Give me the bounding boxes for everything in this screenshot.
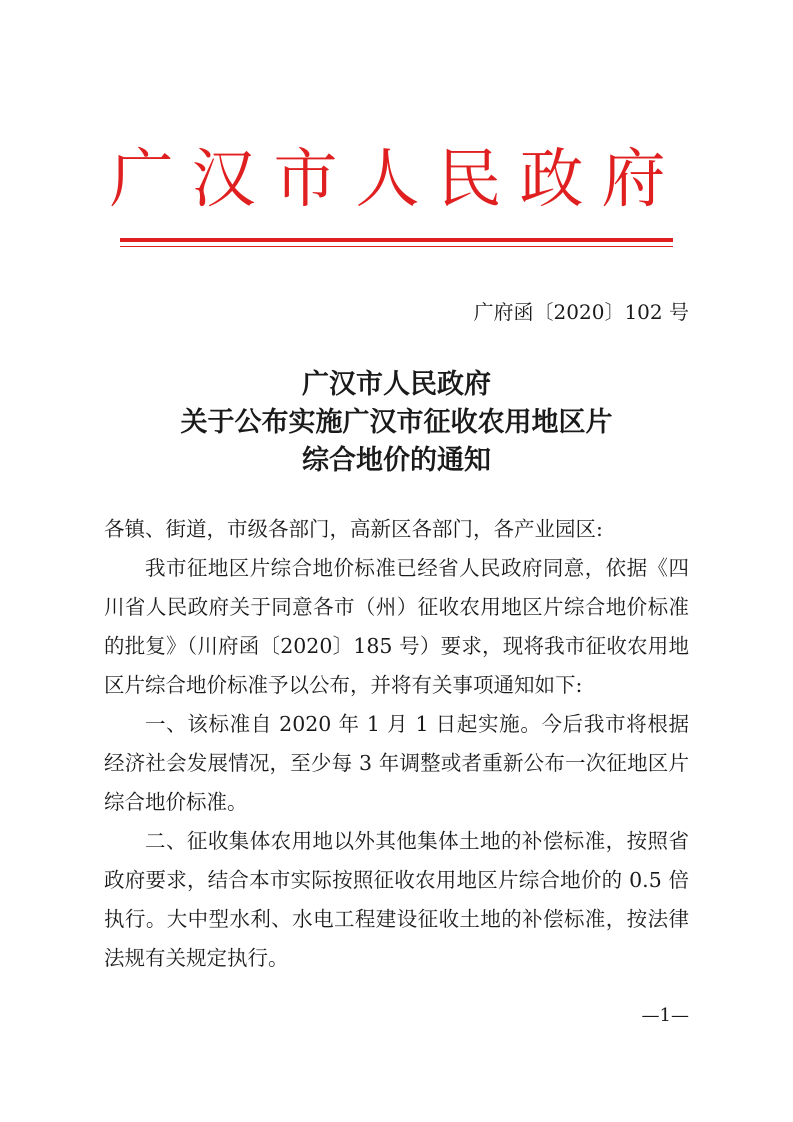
masthead-title: 广汉市人民政府	[109, 143, 684, 217]
salutation: 各镇、街道，市级各部门，高新区各部门，各产业园区:	[104, 517, 603, 541]
document-title	[0, 366, 793, 480]
document-number: 广府函〔2020〕102 号	[473, 300, 689, 324]
title-line: 关于公布实施广汉市征收农用地区片	[180, 407, 613, 438]
document-body	[104, 510, 689, 978]
title-line: 广汉市人民政府	[302, 369, 491, 400]
body-paragraph: 二、征收集体农用地以外其他集体土地的补偿标准，按照省政府要求，结合本市实际按照征收农用地区片综合地价的 0.5 倍执行。大中型水利、水电工程建设征收土地的补偿标准，按法律法规有关规定执行。	[104, 829, 689, 970]
masthead-rule-thick	[120, 238, 673, 242]
title-line: 综合地价的通知	[302, 445, 491, 476]
page-number: —1—	[641, 1005, 689, 1026]
body-paragraph: 一、该标准自 2020 年 1 月 1 日起实施。今后我市将根据经济社会发展情况，至少每 3 年调整或者重新公布一次征地区片综合地价标准。	[104, 712, 689, 814]
masthead-rule-thin	[120, 246, 673, 247]
body-paragraph: 我市征地区片综合地价标准已经省人民政府同意，依据《四川省人民政府关于同意各市（州）征收农用地区片综合地价标准的批复》（川府函〔2020〕185 号）要求，现将我市征收农用地区片综合地价标准予以公布，并将有关事项通知如下:	[104, 556, 689, 697]
